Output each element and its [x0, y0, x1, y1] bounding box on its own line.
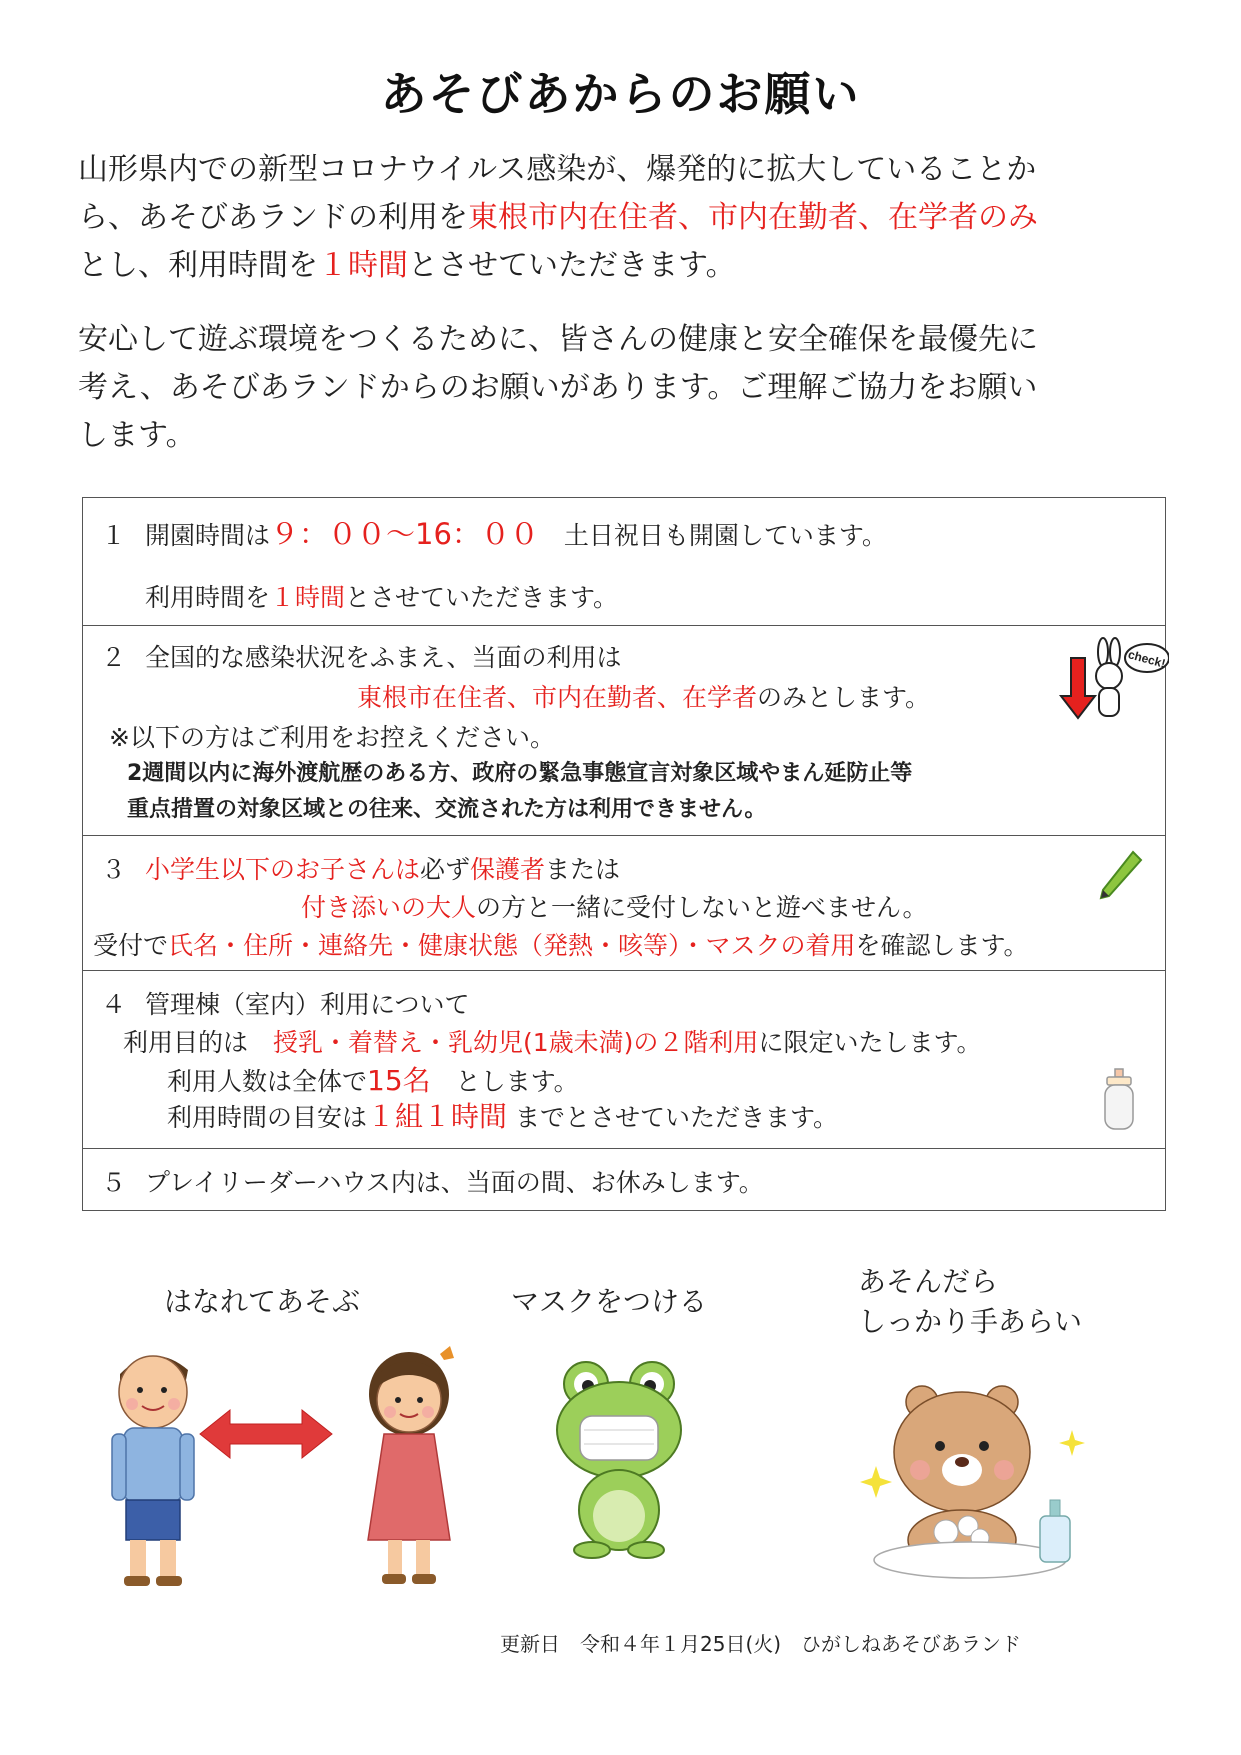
notice-row-1: １ 開園時間は９：００～16：００ 土日祝日も開園しています。 利用時間を１時間とさせていただきます。	[83, 498, 1165, 626]
pencil-icon	[1095, 848, 1145, 908]
double-arrow-icon	[196, 1404, 336, 1464]
frog-mask-illustration	[544, 1350, 694, 1560]
notice-row-5: ５ プレイリーダーハウス内は、当面の間、お休みします。	[101, 1168, 764, 1197]
check-label: check!	[1126, 647, 1167, 671]
page-title: あそびあからのお願い	[380, 67, 861, 121]
baby-bottle-icon	[1095, 1067, 1145, 1137]
notice-row-3: ３ 小学生以下のお子さんは必ず保護者または 付き添いの大人の方と一緒に受付しないと遊べません。 受付で氏名・住所・連絡先・健康状態（発熱・咳等）・マスクの着用を確認します。	[83, 836, 1165, 971]
notice-row-2: ２ 全国的な感染状況をふまえ、当面の利用は 東根市在住者、市内在勤者、在学者のみとします。 ※以下の方はご利用をお控えください。 2週間以内に海外渡航歴のある方、政府の緊急事態宣言対象区域やまん延防止等 重点措置の対象区域との往来、交流された方は利用できません。 check!	[83, 626, 1165, 836]
intro-line: 山形県内での新型コロナウイルス感染が、爆発的に拡大していることか	[78, 152, 1037, 187]
footer-update-info: 更新日 令和４年１月25日(火) ひがしねあそびあランド	[500, 1632, 1022, 1656]
intro-line: 安心して遊ぶ環境をつくるために、皆さんの健康と安全確保を最優先に	[78, 322, 1038, 357]
caption-wash-2: しっかり手あらい	[858, 1305, 1083, 1338]
intro-line: 考え、あそびあランドからのお願いがあります。ご理解ご協力をお願い	[78, 370, 1038, 405]
highlight: １時間	[318, 248, 408, 283]
intro-paragraph-1	[78, 146, 1188, 290]
girl-illustration	[354, 1344, 464, 1594]
intro-line: ら、あそびあランドの利用を東根市内在住者、市内在勤者、在学者のみ	[78, 200, 1038, 235]
highlight: 東根市内在住者、市内在勤者、在学者のみ	[468, 200, 1038, 235]
caption-wash-1: あそんだら	[858, 1265, 999, 1298]
notice-row-4: ４ 管理棟（室内）利用について 利用目的は 授乳・着替え・乳幼児(1歳未満)の２階利用に限定いたします。 利用人数は全体で15名 とします。 利用時間の目安は１組１時間 までとさせていただきます。	[83, 971, 1165, 1149]
rabbit-check-icon	[1049, 632, 1169, 732]
bear-handwash-illustration	[860, 1376, 1100, 1586]
caption-distance: はなれてあそぶ	[164, 1285, 361, 1318]
intro-paragraph-2	[78, 316, 1188, 460]
caption-mask: マスクをつける	[511, 1285, 708, 1318]
opening-hours: ９：００～16：００	[270, 517, 539, 551]
notice-table	[82, 497, 1166, 1211]
intro-line: します。	[78, 418, 196, 453]
intro-line: とし、利用時間を１時間とさせていただきます。	[78, 248, 736, 283]
boy-illustration	[98, 1340, 208, 1590]
